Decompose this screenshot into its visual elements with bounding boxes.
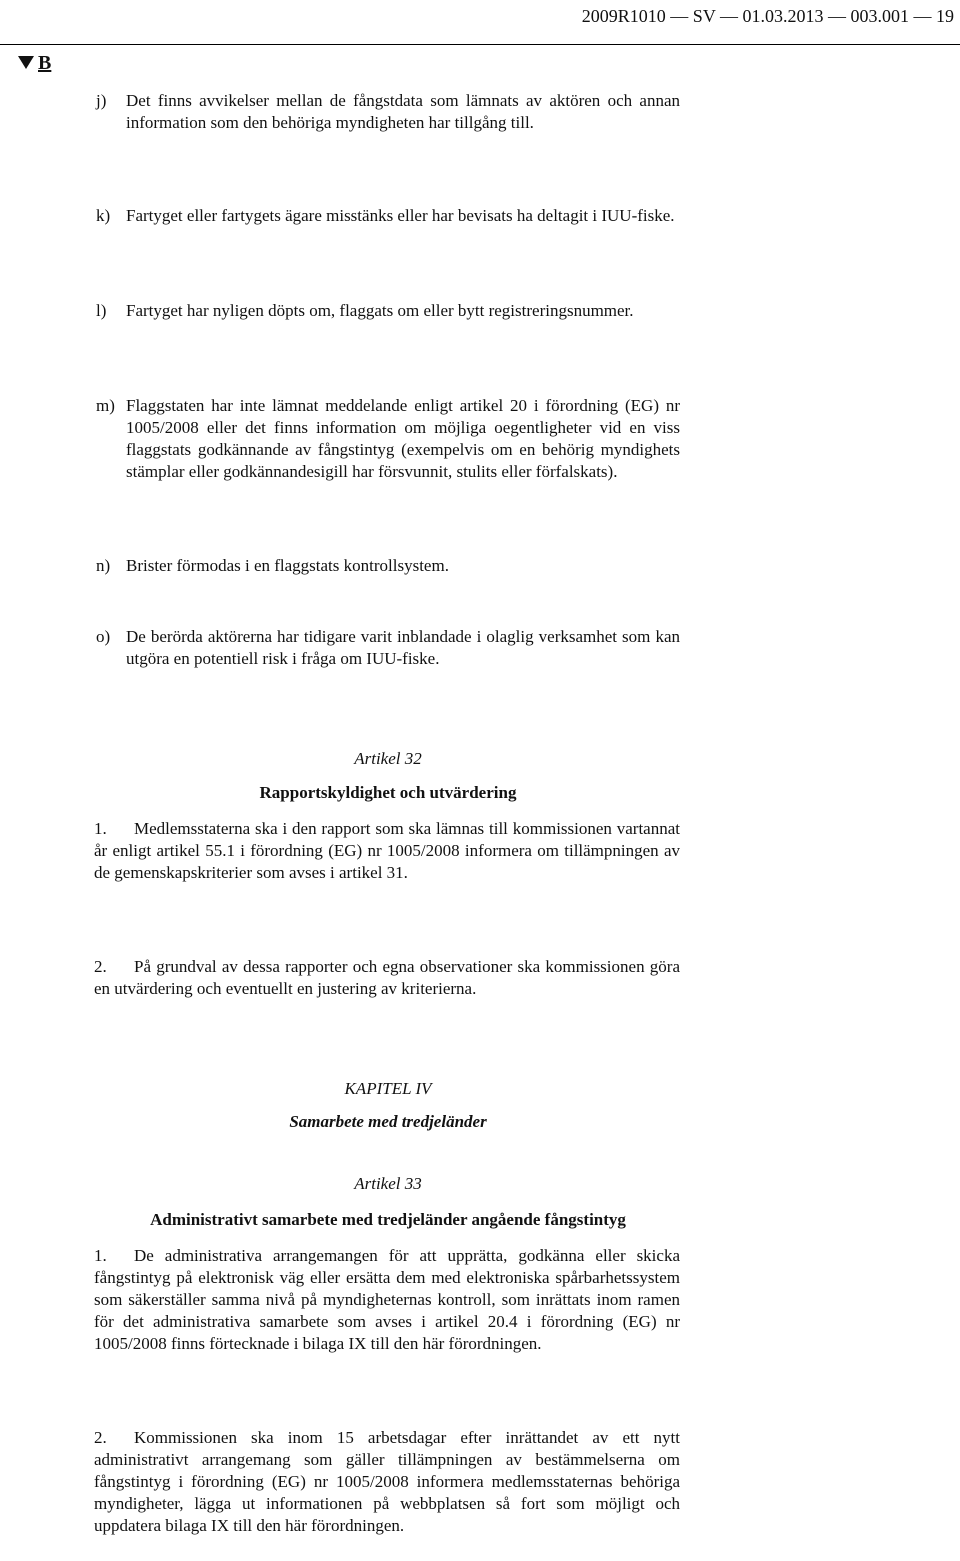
paragraph-number: 1. [94, 1246, 107, 1265]
list-item-label: o) [96, 627, 111, 646]
article-33-title: Administrativt samarbete med tredjeländer angående fångstintyg [150, 1210, 626, 1229]
amendment-marker [18, 52, 51, 75]
list-item-label: j) [96, 91, 107, 110]
article-33-paragraph-1 [94, 1245, 680, 1355]
list-item-label: n) [96, 556, 111, 575]
list-item-text: De berörda aktörerna har tidigare varit inblandade i olaglig verksamhet som kan utgöra en potentiell risk i fråga om IUU-fiske. [126, 627, 680, 668]
chapter-4-heading: KAPITEL IV [344, 1079, 432, 1098]
list-item-text: Fartyget har nyligen döpts om, flaggats om eller bytt registreringsnummer. [126, 301, 634, 320]
article-32-heading: Artikel 32 [354, 749, 422, 768]
article-32-paragraph-2 [94, 956, 680, 1000]
article-32-title: Rapportskyldighet och utvärdering [259, 783, 517, 802]
paragraph-text: Kommissionen ska inom 15 arbetsdagar efter inrättandet av ett nytt administrativt arrangemang som gäller tillämpningen av bestämmelserna om fångstintyg i förordning (EG) nr 1005/2008 informera medlemsstaternas behöriga myndigheter, lägga ut informationen på webbplatsen så fort som möjligt och uppdatera bilaga IX till den här förordningen. [94, 1428, 680, 1535]
paragraph-number: 1. [94, 819, 107, 838]
list-item-n [96, 555, 680, 577]
article-33-heading: Artikel 33 [354, 1174, 422, 1193]
article-32-paragraph-1 [94, 818, 680, 884]
document-reference: 2009R1010 — SV — 01.03.2013 — 003.001 — 19 [581, 6, 954, 26]
amendment-marker-label: B [38, 52, 52, 74]
paragraph-text: På grundval av dessa rapporter och egna observationer ska kommissionen göra en utvärdering och eventuellt en justering av kriterierna. [94, 957, 680, 998]
list-item-k [96, 205, 680, 227]
article-33-paragraph-2 [94, 1427, 680, 1537]
list-item-label: l) [96, 301, 107, 320]
list-item-l [96, 300, 680, 322]
triangle-down-icon [18, 56, 34, 69]
list-item-text: Det finns avvikelser mellan de fångstdata som lämnats av aktören och annan information som den behöriga myndigheten har tillgång till. [126, 91, 680, 132]
list-item-text: Fartyget eller fartygets ägare misstänks eller har bevisats ha deltagit i IUU-fiske. [126, 206, 675, 225]
list-item-label: k) [96, 206, 111, 225]
paragraph-text: De administrativa arrangemangen för att upprätta, godkänna eller skicka fångstintyg på elektronisk väg eller ersätta dem med elektroniska spårbarhetssystem som säkerställer samma nivå på myndigheternas kontroll, som inrättats inom ramen för det administrativa samarbete som avses i artikel 20.4 i förordning (EG) nr 1005/2008 finns förtecknade i bilaga IX till den här förordningen. [94, 1246, 680, 1353]
list-item-label: m) [96, 396, 115, 415]
chapter-4-title: Samarbete med tredjeländer [289, 1112, 487, 1131]
paragraph-text: Medlemsstaterna ska i den rapport som ska lämnas till kommissionen vartannat år enligt artikel 55.1 i förordning (EG) nr 1005/2008 informera om tillämpningen av de gemenskapskriterier som avses i artikel 31. [94, 819, 680, 882]
page-header [0, 0, 960, 45]
paragraph-number: 2. [94, 1428, 107, 1447]
list-item-o [96, 626, 680, 670]
list-item-text: Flaggstaten har inte lämnat meddelande enligt artikel 20 i förordning (EG) nr 1005/2008 eller det finns information om möjliga oegentligheter vid en viss flaggstats godkännande av fångstintyg (exempelvis om en behörig myndighets stämplar eller godkännandesigill har försvunnit, stulits eller förfalskats). [126, 396, 680, 481]
list-item-j [96, 90, 680, 134]
paragraph-number: 2. [94, 957, 107, 976]
list-item-text: Brister förmodas i en flaggstats kontrollsystem. [126, 556, 449, 575]
list-item-m [96, 395, 680, 483]
